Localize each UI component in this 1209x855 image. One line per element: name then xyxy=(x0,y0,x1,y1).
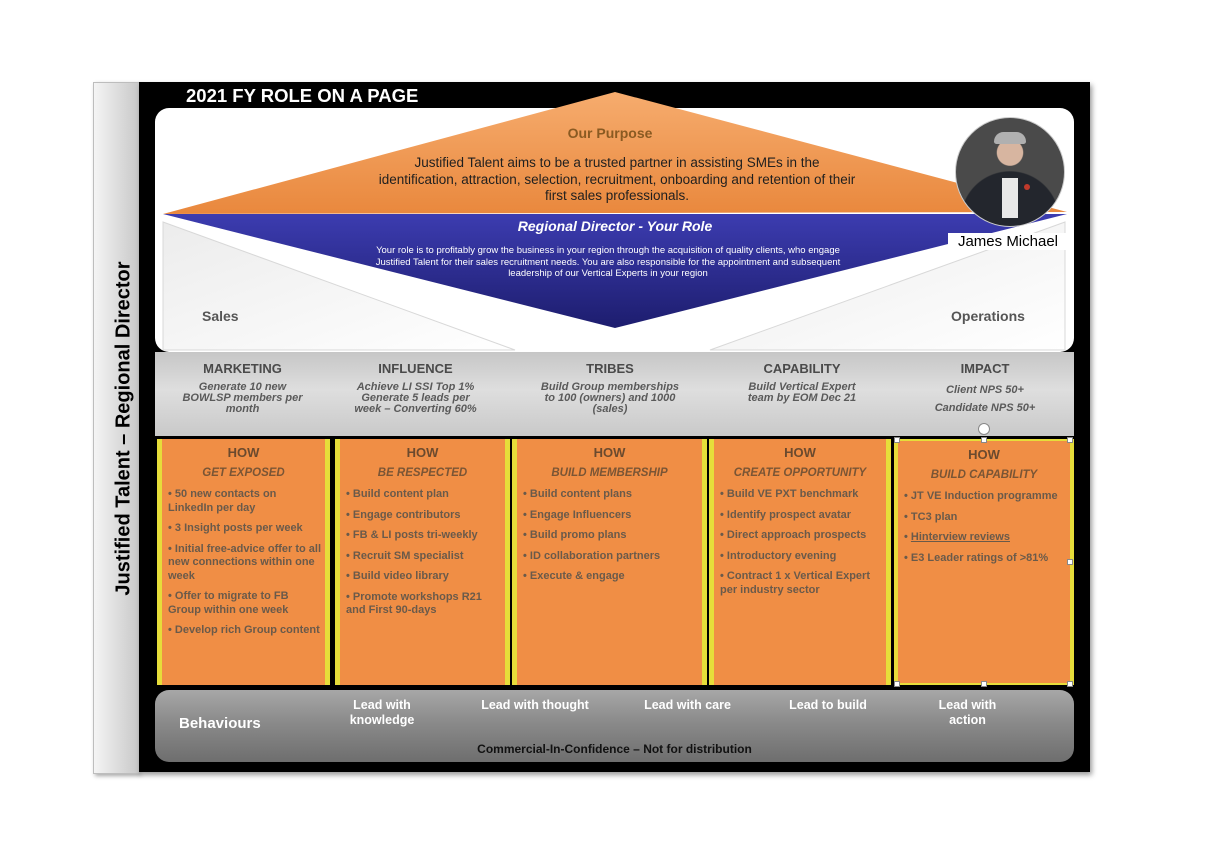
how-box-tribes xyxy=(512,439,707,685)
how-title: HOW xyxy=(406,445,439,460)
how-subtitle: BUILD CAPABILITY xyxy=(930,469,1038,481)
how-subtitle: GET EXPOSED xyxy=(202,467,285,479)
list-item: • Hinterview reviews xyxy=(904,531,1010,543)
list-item: • Offer to migrate to FB Group within one week xyxy=(168,590,289,616)
list-item: • Initial free-advice offer to all new connections within one week xyxy=(168,542,322,582)
how-box-marketing xyxy=(157,439,330,685)
list-item: • Engage contributors xyxy=(346,508,461,521)
list-item: • TC3 plan xyxy=(904,510,958,523)
list-item: • 50 new contacts on LinkedIn per day xyxy=(168,488,277,514)
col-heading-impact: IMPACT xyxy=(960,361,1010,376)
list-item: • Contract 1 x Vertical Expert per industry sector xyxy=(720,570,870,596)
behaviour-item: Lead with care xyxy=(644,698,731,712)
how-list xyxy=(523,488,698,591)
list-item: • Build VE PXT benchmark xyxy=(720,488,859,500)
col-desc-capability: Build Vertical Expert team by EOM Dec 21 xyxy=(747,381,857,404)
how-title: HOW xyxy=(784,445,816,460)
col-heading-capability: CAPABILITY xyxy=(763,361,841,376)
behaviours-label: Behaviours xyxy=(179,715,261,732)
list-item: • Build content plans xyxy=(523,488,632,500)
how-subtitle: CREATE OPPORTUNITY xyxy=(733,467,867,479)
behaviour-item: Lead with action xyxy=(938,698,997,727)
list-item: • 3 Insight posts per week xyxy=(168,522,303,534)
how-list xyxy=(720,488,882,604)
behaviour-item: Lead with knowledge xyxy=(349,698,415,727)
confidentiality-notice: Commercial-In-Confidence – Not for distribution xyxy=(477,742,752,756)
rotate-handle[interactable] xyxy=(978,423,990,435)
how-list xyxy=(346,488,501,625)
list-item: • ID collaboration partners xyxy=(523,549,661,562)
list-item: • Identify prospect avatar xyxy=(720,508,852,521)
resize-handle[interactable] xyxy=(1067,681,1073,687)
resize-handle[interactable] xyxy=(894,437,900,443)
behaviour-item: Lead with thought xyxy=(481,698,589,712)
list-item: • Build video library xyxy=(346,570,449,582)
operations-label: Operations xyxy=(951,308,1025,324)
role-heading: Regional Director - Your Role xyxy=(517,218,713,234)
list-item: • Direct approach prospects xyxy=(720,529,867,541)
col-desc-marketing: Generate 10 new BOWLSP members per month xyxy=(182,381,303,415)
how-subtitle: BUILD MEMBERSHIP xyxy=(551,467,668,479)
how-title: HOW xyxy=(593,445,626,460)
col-desc-tribes: Build Group memberships to 100 (owners) and 1000 (sales) xyxy=(540,381,680,415)
col-heading-tribes: TRIBES xyxy=(586,361,634,376)
list-item: • Recruit SM specialist xyxy=(346,549,464,562)
resize-handle[interactable] xyxy=(981,437,987,443)
resize-handle[interactable] xyxy=(981,681,987,687)
list-item: • Build promo plans xyxy=(523,529,627,541)
how-title: HOW xyxy=(968,447,1000,462)
sidebar xyxy=(93,82,140,774)
list-item: • Introductory evening xyxy=(720,549,837,562)
role-text: Your role is to profitably grow the business in your region through the acquisition of quality clients, who engage Justified Talent for their sales recruitment needs. You are also responsible for the appointment and subsequent leadership of our Vertical Experts in your region xyxy=(375,245,841,279)
col-heading-marketing: MARKETING xyxy=(203,361,282,376)
avatar xyxy=(955,117,1065,227)
how-box-capability xyxy=(709,439,891,685)
how-subtitle: BE RESPECTED xyxy=(377,467,468,479)
how-title: HOW xyxy=(227,445,260,460)
resize-handle[interactable] xyxy=(1067,437,1073,443)
col-desc-influence: Achieve LI SSI Top 1% Generate 5 leads per week – Converting 60% xyxy=(354,381,477,415)
list-item: • Promote workshops R21 and First 90-days xyxy=(346,590,482,616)
how-list xyxy=(904,490,1066,572)
list-item: • Engage Influencers xyxy=(523,508,632,521)
person-name: James Michael xyxy=(948,233,1068,250)
page-title: 2021 FY ROLE ON A PAGE xyxy=(186,85,419,106)
resize-handle[interactable] xyxy=(894,681,900,687)
how-box-impact[interactable] xyxy=(894,439,1074,685)
list-item: • Develop rich Group content xyxy=(168,624,320,636)
behaviour-item: Lead to build xyxy=(789,698,867,712)
list-item: • Execute & engage xyxy=(523,570,625,582)
col-desc-impact: Client NPS 50+ Candidate NPS 50+ xyxy=(934,384,1036,414)
list-item: • JT VE Induction programme xyxy=(904,490,1058,502)
sidebar-title: Justified Talent – Regional Director xyxy=(112,261,135,596)
purpose-text: Justified Talent aims to be a trusted partner in assisting SMEs in the identification, attraction, selection, recruitment, onboarding and retention of their first sales professionals. xyxy=(378,155,856,203)
how-box-influence xyxy=(335,439,510,685)
resize-handle[interactable] xyxy=(1067,559,1073,565)
purpose-heading: Our Purpose xyxy=(567,125,653,141)
list-item: • E3 Leader ratings of >81% xyxy=(904,551,1049,564)
list-item: • FB & LI posts tri-weekly xyxy=(346,529,478,541)
sales-label: Sales xyxy=(202,308,239,324)
col-heading-influence: INFLUENCE xyxy=(378,361,453,376)
how-list xyxy=(168,488,321,645)
list-item: • Build content plan xyxy=(346,488,449,500)
